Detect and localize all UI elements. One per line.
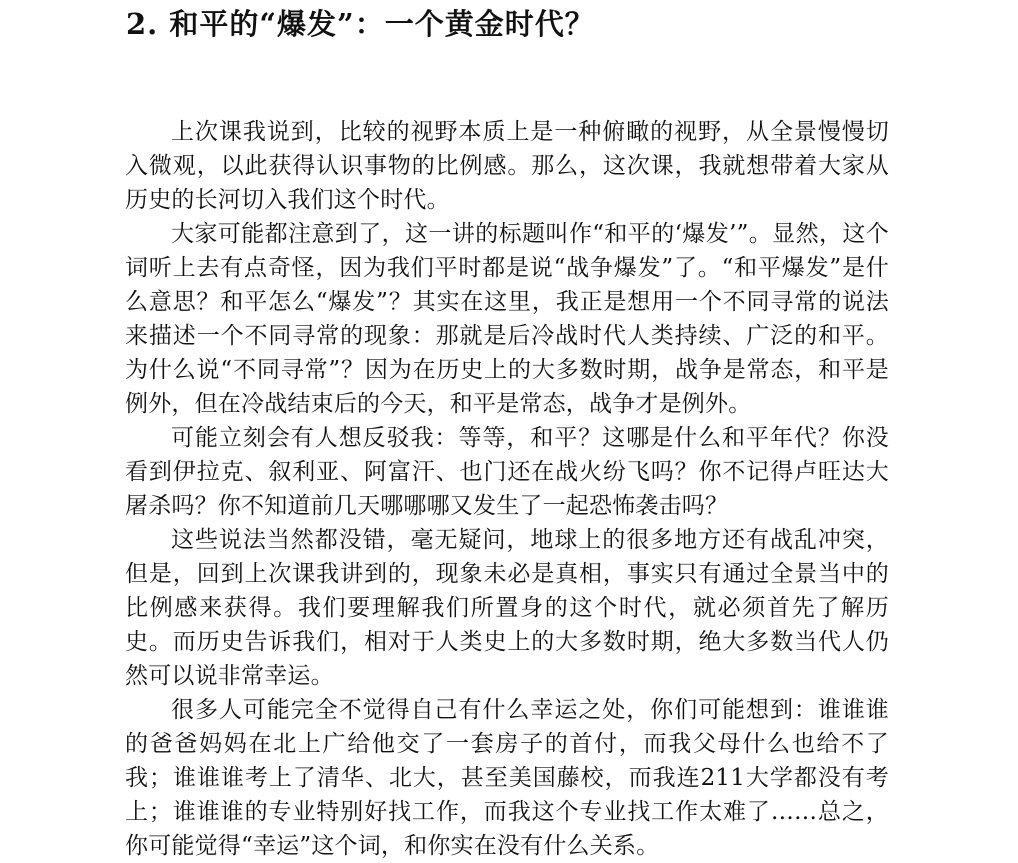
section-heading: 2. 和平的“爆发”：一个黄金时代？ [126, 7, 595, 41]
paragraph-4: 这些说法当然都没错，毫无疑问，地球上的很多地方还有战乱冲突，但是，回到上次课我讲到的，现象未必是真相，事实只有通过全景当中的比例感来获得。我们要理解我们所置身的这个时代，就必须首先了解历史。而历史告诉我们，相对于人类史上的大多数时期，绝大多数当代人仍然可以说非常幸运。 [125, 527, 889, 689]
paragraph-5: 很多人可能完全不觉得自己有什么幸运之处，你们可能想到：谁谁谁的爸爸妈妈在北上广给他交了一套房子的首付，而我父母什么也给不了我；谁谁谁考上了清华、北大，甚至美国藤校，而我连211大学都没有考上；谁谁谁的专业特别好找工作，而我这个专业找工作太难了……总之，你可能觉得“幸运”这个词，和你实在没有什么关系。 [125, 697, 889, 859]
body-text [125, 115, 889, 863]
paragraph-3: 可能立刻会有人想反驳我：等等，和平？这哪是什么和平年代？你没看到伊拉克、叙利亚、阿富汗、也门还在战火纷飞吗？你不记得卢旺达大屠杀吗？你不知道前几天哪哪哪又发生了一起恐怖袭击吗？ [125, 425, 889, 519]
paragraph-1: 上次课我说到，比较的视野本质上是一种俯瞰的视野，从全景慢慢切入微观，以此获得认识事物的比例感。那么，这次课，我就想带着大家从历史的长河切入我们这个时代。 [125, 119, 889, 213]
paragraph-2: 大家可能都注意到了，这一讲的标题叫作“和平的‘爆发’”。显然，这个词听上去有点奇怪，因为我们平时都是说“战争爆发”了。“和平爆发”是什么意思？和平怎么“爆发”？其实在这里，我正是想用一个不同寻常的说法来描述一个不同寻常的现象：那就是后冷战时代人类持续、广泛的和平。为什么说“不同寻常”？因为在历史上的大多数时期，战争是常态，和平是例外，但在冷战结束后的今天，和平是常态，战争才是例外。 [125, 221, 889, 417]
